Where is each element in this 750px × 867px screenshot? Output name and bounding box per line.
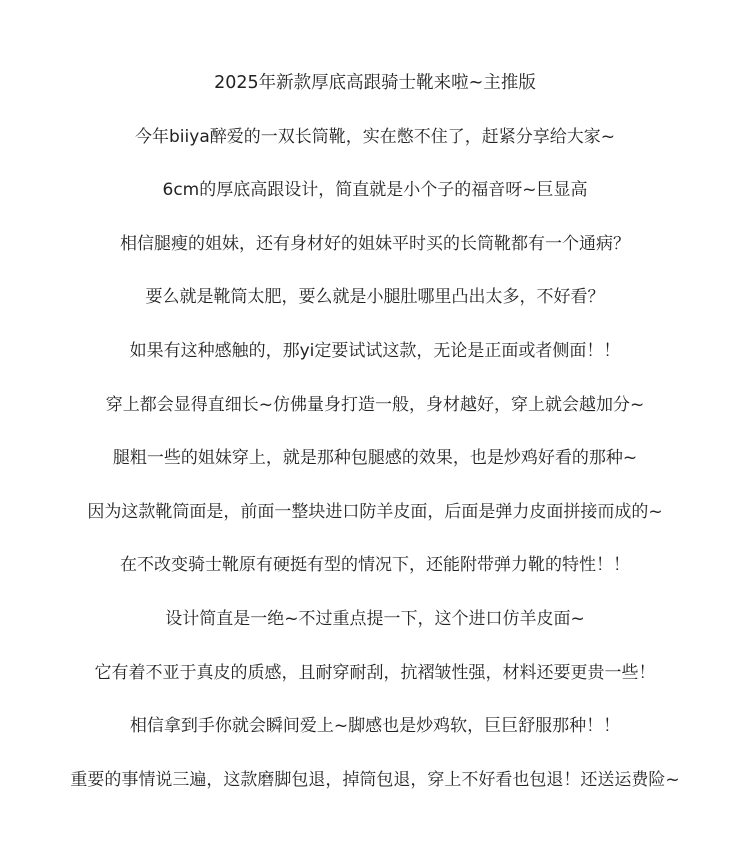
description-line: 因为这款靴筒面是，前面一整块进口防羊皮面，后面是弹力皮面拼接而成的~ xyxy=(87,501,663,522)
description-line: 穿上都会显得直细长~仿佛量身打造一般，身材越好，穿上就会越加分~ xyxy=(105,394,645,415)
description-line: 今年biiya醉爱的一双长筒靴，实在憋不住了，赶紧分享给大家~ xyxy=(135,126,615,147)
description-line: 相信拿到手你就会瞬间爱上~脚感也是炒鸡软，巨巨舒服那种！！ xyxy=(129,716,621,737)
description-line: 它有着不亚于真皮的质感，且耐穿耐刮，抗褶皱性强，材料还要更贵一些！ xyxy=(94,662,656,683)
description-line: 设计简直是一绝~不过重点提一下，这个进口仿羊皮面~ xyxy=(165,608,585,629)
description-line: 要么就是靴筒太肥，要么就是小腿肚哪里凸出太多，不好看？ xyxy=(145,287,605,308)
description-line: 如果有这种感触的，那yi定要试试这款，无论是正面或者侧面！！ xyxy=(129,340,621,361)
description-line: 相信腿瘦的姐妹，还有身材好的姐妹平时买的长筒靴都有一个通病？ xyxy=(120,233,630,254)
description-title: 2025年新款厚底高跟骑士靴来啦~主推版 xyxy=(214,73,536,93)
description-line: 重要的事情说三遍，这款磨脚包退，掉筒包退，穿上不好看也包退！还送运费险~ xyxy=(70,769,680,790)
description-line: 在不改变骑士靴原有硬挺有型的情况下，还能附带弹力靴的特性！！ xyxy=(120,555,630,576)
description-line: 6cm的厚底高跟设计，简直就是小个子的福音呀~巨显高 xyxy=(162,180,588,201)
description-line: 腿粗一些的姐妹穿上，就是那种包腿感的效果，也是炒鸡好看的那种~ xyxy=(112,448,638,469)
